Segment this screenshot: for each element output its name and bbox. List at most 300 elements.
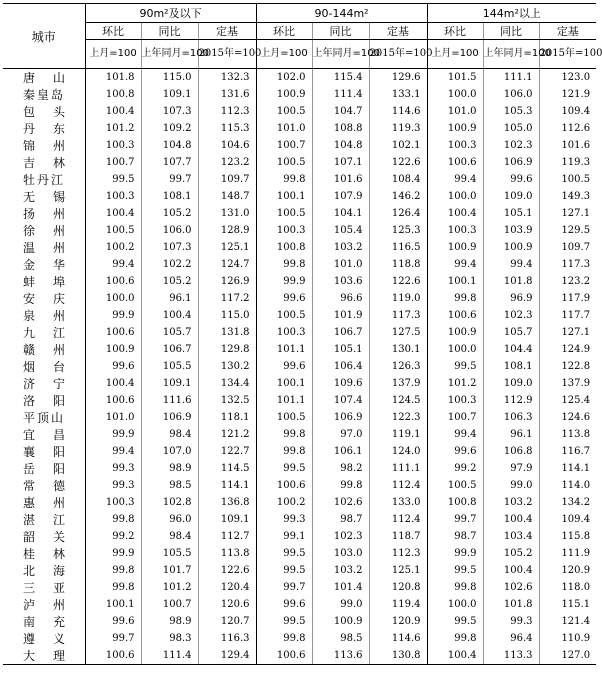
index-value: 109.6	[312, 375, 369, 392]
city-label: 岳阳	[23, 462, 84, 476]
index-value: 113.3	[483, 647, 539, 665]
index-value: 100.9	[483, 239, 539, 256]
base-header: 上月=100	[85, 40, 141, 69]
index-value: 100.9	[85, 341, 141, 358]
table-row	[3, 290, 596, 307]
index-value: 100.8	[85, 86, 141, 103]
city-label: 襄阳	[23, 445, 84, 459]
index-value: 105.5	[141, 545, 198, 562]
index-value: 99.2	[85, 528, 141, 545]
city-label: 扬州	[23, 207, 84, 221]
index-value: 106.3	[483, 409, 539, 426]
index-value: 103.9	[483, 222, 539, 239]
index-value: 99.6	[256, 290, 312, 307]
index-value: 98.4	[141, 528, 198, 545]
table-row	[3, 120, 596, 137]
index-value: 112.7	[198, 528, 256, 545]
index-value: 102.6	[483, 579, 539, 596]
index-value: 99.7	[85, 630, 141, 647]
index-value: 101.1	[256, 392, 312, 409]
city-column-header: 城市	[3, 4, 85, 69]
index-value: 100.6	[256, 647, 312, 665]
index-value: 115.0	[198, 307, 256, 324]
index-value: 146.2	[369, 188, 427, 205]
index-value: 107.4	[312, 392, 369, 409]
index-value: 101.0	[312, 256, 369, 273]
city-label: 九江	[23, 326, 84, 340]
index-value: 106.9	[141, 409, 198, 426]
index-value: 99.2	[427, 460, 483, 477]
city-label: 遵义	[23, 632, 84, 646]
index-value: 96.6	[312, 290, 369, 307]
index-value: 126.9	[198, 273, 256, 290]
index-value: 106.9	[312, 409, 369, 426]
index-value: 129.6	[369, 69, 427, 87]
city-name	[3, 562, 85, 579]
index-value: 113.6	[312, 647, 369, 665]
index-value: 98.3	[141, 630, 198, 647]
table-row	[3, 103, 596, 120]
index-value: 102.0	[256, 69, 312, 87]
index-value: 106.0	[141, 222, 198, 239]
index-value: 115.3	[198, 120, 256, 137]
index-value: 117.3	[539, 256, 596, 273]
base-header: 上月=100	[427, 40, 483, 69]
index-value: 120.6	[198, 596, 256, 613]
city-name	[3, 647, 85, 665]
index-value: 100.0	[427, 341, 483, 358]
index-value: 106.1	[312, 443, 369, 460]
index-value: 119.1	[369, 426, 427, 443]
table-row	[3, 545, 596, 562]
index-value: 101.8	[483, 596, 539, 613]
index-value: 134.2	[539, 494, 596, 511]
index-value: 99.8	[256, 443, 312, 460]
index-value: 101.6	[539, 137, 596, 154]
index-value: 115.8	[539, 528, 596, 545]
index-value: 100.9	[427, 324, 483, 341]
index-value: 100.7	[256, 137, 312, 154]
index-value: 133.0	[369, 494, 427, 511]
index-value: 129.8	[198, 341, 256, 358]
index-value: 99.5	[427, 358, 483, 375]
index-value: 101.7	[141, 562, 198, 579]
index-value: 105.3	[483, 103, 539, 120]
index-value: 100.1	[427, 273, 483, 290]
city-label: 锦州	[23, 139, 84, 153]
city-name	[3, 460, 85, 477]
index-value: 111.1	[369, 460, 427, 477]
metric-header: 定基	[539, 23, 596, 40]
index-value: 137.9	[369, 375, 427, 392]
index-value: 109.0	[483, 375, 539, 392]
city-name	[3, 579, 85, 596]
index-value: 101.2	[141, 579, 198, 596]
city-name	[3, 477, 85, 494]
city-label: 蚌埠	[23, 275, 84, 289]
city-name	[3, 528, 85, 545]
table-row	[3, 647, 596, 665]
table-row	[3, 494, 596, 511]
index-value: 100.9	[427, 120, 483, 137]
city-label: 徐州	[23, 224, 84, 238]
index-value: 99.5	[256, 545, 312, 562]
metric-header: 同比	[312, 23, 369, 40]
city-label: 安庆	[23, 292, 84, 306]
index-value: 100.5	[539, 171, 596, 188]
index-value: 99.3	[85, 460, 141, 477]
index-value: 108.1	[483, 358, 539, 375]
city-label: 韶关	[23, 530, 84, 544]
price-index-table	[3, 3, 602, 665]
city-name	[3, 341, 85, 358]
metric-header: 同比	[141, 23, 198, 40]
index-value: 130.1	[369, 341, 427, 358]
table-row	[3, 562, 596, 579]
index-value: 123.2	[539, 273, 596, 290]
index-value: 99.4	[85, 443, 141, 460]
index-value: 108.1	[141, 188, 198, 205]
index-value: 116.7	[539, 443, 596, 460]
index-value: 102.3	[312, 528, 369, 545]
index-value: 100.0	[85, 290, 141, 307]
index-value: 122.6	[198, 562, 256, 579]
base-header: 上年同月=100	[141, 40, 198, 69]
index-value: 131.0	[198, 205, 256, 222]
table-row	[3, 171, 596, 188]
city-name	[3, 188, 85, 205]
index-value: 114.0	[539, 477, 596, 494]
city-label: 泸州	[23, 598, 84, 612]
index-value: 99.9	[85, 307, 141, 324]
index-value: 125.3	[369, 222, 427, 239]
index-value: 114.1	[539, 460, 596, 477]
city-label: 丹东	[23, 122, 84, 136]
index-value: 120.9	[369, 613, 427, 630]
city-name	[3, 69, 85, 87]
index-value: 149.3	[539, 188, 596, 205]
index-value: 133.1	[369, 86, 427, 103]
city-label: 三亚	[23, 581, 84, 595]
index-value: 109.4	[539, 103, 596, 120]
index-value: 99.7	[256, 579, 312, 596]
city-label: 泉州	[23, 309, 84, 323]
index-value: 107.0	[141, 443, 198, 460]
city-label: 大理	[23, 649, 84, 663]
index-value: 100.3	[85, 494, 141, 511]
index-value: 99.8	[256, 426, 312, 443]
index-value: 99.7	[427, 511, 483, 528]
index-value: 103.6	[312, 273, 369, 290]
index-value: 97.0	[312, 426, 369, 443]
index-value: 100.6	[256, 477, 312, 494]
index-value: 109.4	[539, 511, 596, 528]
index-value: 99.6	[256, 358, 312, 375]
table-row	[3, 443, 596, 460]
index-value: 106.4	[312, 358, 369, 375]
index-value: 99.8	[427, 630, 483, 647]
city-name	[3, 222, 85, 239]
index-value: 100.5	[256, 409, 312, 426]
index-value: 112.4	[369, 511, 427, 528]
index-value: 112.9	[483, 392, 539, 409]
index-value: 109.0	[483, 188, 539, 205]
index-value: 104.1	[312, 205, 369, 222]
table-row	[3, 358, 596, 375]
index-value: 99.4	[427, 171, 483, 188]
index-value: 104.8	[312, 137, 369, 154]
index-value: 125.1	[369, 562, 427, 579]
index-value: 108.4	[369, 171, 427, 188]
base-header: 2015年=100	[198, 40, 256, 69]
index-value: 121.9	[539, 86, 596, 103]
index-value: 99.8	[85, 511, 141, 528]
index-value: 115.0	[141, 69, 198, 87]
index-value: 99.5	[85, 171, 141, 188]
city-label: 赣州	[23, 343, 84, 357]
index-value: 100.4	[483, 562, 539, 579]
index-value: 96.0	[141, 511, 198, 528]
index-value: 124.7	[198, 256, 256, 273]
index-value: 122.6	[369, 273, 427, 290]
city-name	[3, 103, 85, 120]
index-value: 99.9	[85, 545, 141, 562]
index-value: 96.1	[483, 426, 539, 443]
index-value: 119.0	[369, 290, 427, 307]
index-value: 100.7	[427, 409, 483, 426]
index-value: 101.0	[427, 103, 483, 120]
index-value: 99.4	[483, 256, 539, 273]
group-header-small: 90m²及以下	[85, 4, 256, 23]
index-value: 105.7	[141, 324, 198, 341]
index-value: 106.0	[483, 86, 539, 103]
city-name	[3, 375, 85, 392]
index-value: 100.3	[85, 188, 141, 205]
index-value: 96.1	[141, 290, 198, 307]
index-value: 123.0	[539, 69, 596, 87]
index-value: 148.7	[198, 188, 256, 205]
index-value: 119.3	[539, 154, 596, 171]
table-row	[3, 596, 596, 613]
table-row	[3, 375, 596, 392]
index-value: 100.5	[256, 154, 312, 171]
index-value: 98.9	[141, 460, 198, 477]
table-header	[3, 4, 602, 69]
index-value: 100.0	[427, 86, 483, 103]
city-name	[3, 426, 85, 443]
index-value: 100.2	[256, 494, 312, 511]
city-label: 惠州	[23, 496, 84, 510]
index-value: 114.6	[369, 103, 427, 120]
index-value: 103.2	[312, 562, 369, 579]
index-value: 100.4	[427, 647, 483, 665]
city-label: 洛阳	[23, 394, 84, 408]
index-value: 100.9	[256, 86, 312, 103]
city-label: 牡丹江	[23, 173, 66, 187]
index-value: 96.9	[483, 290, 539, 307]
city-name	[3, 239, 85, 256]
index-value: 101.8	[483, 273, 539, 290]
index-value: 122.6	[369, 154, 427, 171]
index-value: 101.0	[256, 120, 312, 137]
index-value: 99.6	[85, 613, 141, 630]
index-value: 99.4	[427, 426, 483, 443]
metric-header: 环比	[85, 23, 141, 40]
index-value: 111.1	[483, 69, 539, 87]
index-value: 104.7	[312, 103, 369, 120]
index-value: 107.1	[312, 154, 369, 171]
index-value: 100.6	[427, 154, 483, 171]
metric-header-row	[3, 23, 596, 40]
index-value: 116.5	[369, 239, 427, 256]
index-value: 100.3	[427, 222, 483, 239]
index-value: 100.7	[85, 154, 141, 171]
index-value: 100.4	[85, 205, 141, 222]
table-row	[3, 239, 596, 256]
index-value: 99.9	[85, 426, 141, 443]
index-value: 117.3	[369, 307, 427, 324]
index-value: 98.5	[312, 630, 369, 647]
city-name	[3, 324, 85, 341]
index-value: 104.4	[483, 341, 539, 358]
index-value: 100.6	[85, 273, 141, 290]
index-value: 105.5	[141, 358, 198, 375]
index-value: 109.7	[198, 171, 256, 188]
city-label: 吉林	[23, 156, 84, 170]
index-value: 126.3	[369, 358, 427, 375]
table-row	[3, 460, 596, 477]
index-value: 122.3	[369, 409, 427, 426]
index-value: 99.5	[427, 562, 483, 579]
index-value: 122.7	[198, 443, 256, 460]
index-value: 100.6	[85, 647, 141, 665]
index-value: 99.6	[256, 596, 312, 613]
index-value: 100.4	[483, 511, 539, 528]
index-value: 112.3	[369, 545, 427, 562]
index-value: 99.0	[312, 596, 369, 613]
table-body	[3, 69, 596, 665]
index-value: 99.8	[312, 477, 369, 494]
city-name	[3, 307, 85, 324]
base-header: 上年同月=100	[312, 40, 369, 69]
index-value: 98.7	[312, 511, 369, 528]
index-value: 101.5	[427, 69, 483, 87]
index-value: 101.2	[85, 120, 141, 137]
city-name	[3, 205, 85, 222]
index-value: 101.8	[85, 69, 141, 87]
index-value: 102.1	[369, 137, 427, 154]
index-value: 99.5	[427, 613, 483, 630]
index-value: 106.9	[483, 154, 539, 171]
index-value: 128.9	[198, 222, 256, 239]
index-value: 100.8	[427, 494, 483, 511]
table-row	[3, 273, 596, 290]
city-name	[3, 290, 85, 307]
index-value: 109.1	[141, 375, 198, 392]
city-name	[3, 630, 85, 647]
table-row	[3, 137, 596, 154]
table-row	[3, 205, 596, 222]
index-value: 100.3	[256, 324, 312, 341]
index-value: 124.0	[369, 443, 427, 460]
index-value: 100.4	[85, 103, 141, 120]
index-value: 98.7	[427, 528, 483, 545]
index-value: 98.2	[312, 460, 369, 477]
index-value: 100.3	[427, 137, 483, 154]
index-value: 116.3	[198, 630, 256, 647]
index-value: 107.7	[141, 154, 198, 171]
base-header: 上年同月=100	[483, 40, 539, 69]
index-value: 100.5	[256, 103, 312, 120]
city-name	[3, 596, 85, 613]
index-value: 101.4	[312, 579, 369, 596]
index-value: 100.0	[427, 596, 483, 613]
index-value: 101.1	[256, 341, 312, 358]
index-value: 109.1	[198, 511, 256, 528]
index-value: 120.8	[369, 579, 427, 596]
index-value: 103.2	[312, 239, 369, 256]
index-value: 106.7	[312, 324, 369, 341]
metric-header: 环比	[427, 23, 483, 40]
index-value: 129.4	[198, 647, 256, 665]
city-label: 宜昌	[23, 428, 84, 442]
index-value: 111.4	[141, 647, 198, 665]
base-header: 上月=100	[256, 40, 312, 69]
index-value: 120.4	[198, 579, 256, 596]
base-header: 2015年=100	[539, 40, 596, 69]
city-name	[3, 613, 85, 630]
index-value: 99.8	[427, 579, 483, 596]
index-value: 104.6	[198, 137, 256, 154]
index-value: 99.0	[483, 477, 539, 494]
index-value: 126.4	[369, 205, 427, 222]
index-value: 99.5	[256, 460, 312, 477]
city-name	[3, 256, 85, 273]
index-value: 108.8	[312, 120, 369, 137]
index-value: 112.4	[369, 477, 427, 494]
city-label: 常德	[23, 479, 84, 493]
index-value: 125.4	[539, 392, 596, 409]
index-value: 112.6	[539, 120, 596, 137]
table-row	[3, 426, 596, 443]
table-row	[3, 154, 596, 171]
index-value: 99.6	[483, 171, 539, 188]
index-value: 114.1	[198, 477, 256, 494]
metric-header: 环比	[256, 23, 312, 40]
index-value: 109.7	[539, 239, 596, 256]
index-value: 120.7	[198, 613, 256, 630]
index-value: 104.8	[141, 137, 198, 154]
index-value: 100.1	[256, 375, 312, 392]
index-value: 109.1	[141, 86, 198, 103]
index-value: 103.0	[312, 545, 369, 562]
index-value: 118.8	[369, 256, 427, 273]
index-value: 100.4	[427, 205, 483, 222]
index-value: 127.1	[539, 205, 596, 222]
index-value: 137.9	[539, 375, 596, 392]
city-label: 温州	[23, 241, 84, 255]
index-value: 100.3	[85, 137, 141, 154]
index-value: 124.5	[369, 392, 427, 409]
index-value: 114.6	[369, 630, 427, 647]
table-row	[3, 613, 596, 630]
table-row	[3, 630, 596, 647]
index-value: 100.9	[427, 239, 483, 256]
index-value: 99.6	[85, 358, 141, 375]
index-value: 99.9	[427, 545, 483, 562]
index-value: 130.8	[369, 647, 427, 665]
index-value: 100.9	[312, 613, 369, 630]
